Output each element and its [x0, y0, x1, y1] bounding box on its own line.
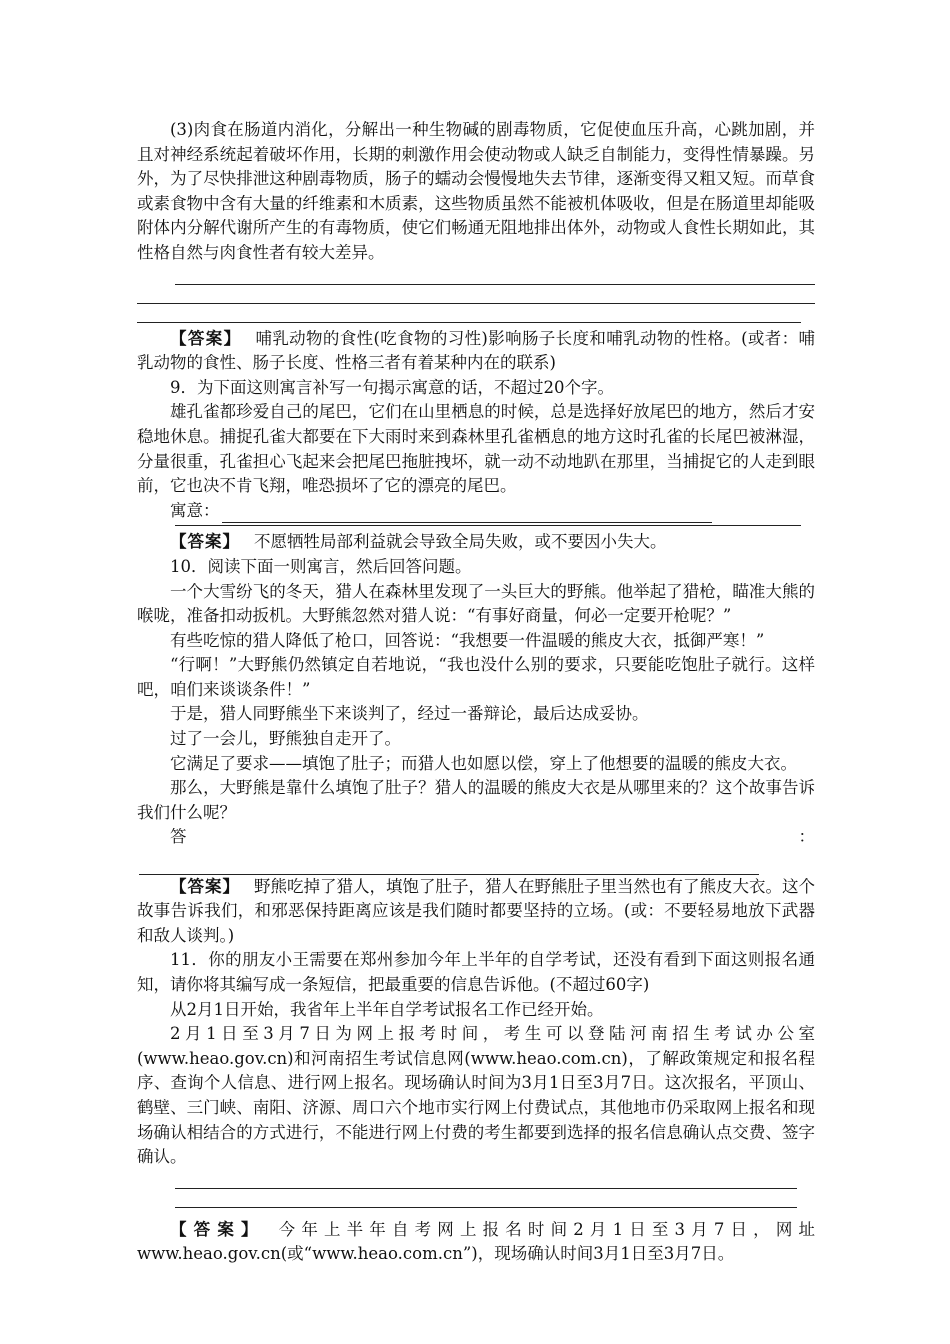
question-11-notice: 2月1日至3月7日为网上报考时间，考生可以登陆河南招生考试办公室(www.heao.gov.cn)和河南招生考试信息网(www.heao.com.cn)，了解政策规定和报名程序、查询个人信息、进行网上报名。现场确认时间为3月1日至3月7日。这次报名，平顶山、鹤壁、三门峡、南阳、济源、周口六个地市实行网上付费试点，其他地市仍采取网上报名和现场确认相结合的方式进行，不能进行网上付费的考生都要到选择的报名信息确认点交费、签字确认。 — [137, 1024, 815, 1167]
answer-line — [175, 1188, 797, 1189]
answer-10 — [137, 875, 815, 949]
answer-label: 【答案】 — [170, 328, 242, 348]
paragraph-section-3: (3)肉食在肠道内消化，分解出一种生物碱的剧毒物质，它促使血压升高，心跳加剧，并且对神经系统起着破坏作用，长期的刺激作用会使动物或人缺乏自制能力，变得性情暴躁。另外，为了尽快排泄这种剧毒物质，肠子的蠕动会慢慢地失去节律，逐渐变得又粗又短。而草食或素食物中含有大量的纤维素和木质素，这些物质虽然不能被机体吸收，但是在肠道里却能吸附体内分解代谢所产生的有毒物质，使它们畅通无阻地排出体外，动物或人食性长期如此，其性格自然与肉食性者有较大差异。 — [137, 120, 815, 262]
answer-line — [137, 303, 815, 304]
question-10-paragraph: 有些吃惊的猎人降低了枪口，回答说：“我想要一件温暖的熊皮大衣，抵御严寒！” — [170, 630, 765, 650]
question-9-story: 雄孔雀都珍爱自己的尾巴，它们在山里栖息的时候，总是选择好放尾巴的地方，然后才安稳地休息。捕捉孔雀大都要在下大雨时来到森林里孔雀栖息的地方这时孔雀的长尾巴被淋湿，分量很重，孔雀担心飞起来会把尾巴拖脏拽坏，就一动不动地趴在那里，当捕捉它的人走到眼前，它也决不肯飞翔，唯恐损坏了它的漂亮的尾巴。 — [137, 402, 815, 496]
answer-11 — [137, 1218, 815, 1267]
answer-field-line[interactable] — [139, 856, 759, 875]
question-10-paragraph: 那么，大野熊是靠什么填饱了肚子？猎人的温暖的熊皮大衣是从哪里来的？这个故事告诉我们什么呢？ — [137, 778, 815, 822]
question-10-paragraph: 它满足了要求——填饱了肚子；而猎人也如愿以偿，穿上了他想要的温暖的熊皮大衣。 — [170, 753, 797, 773]
answer-label: 【答案】 — [170, 532, 240, 552]
answer-text: 今年上半年自考网上报名时间2月1日至3月7日，网址www.heao.gov.cn(或“www.heao.com.cn”)，现场确认时间3月1日至3月7日。 — [137, 1219, 816, 1264]
answer-text: 哺乳动物的食性(吃食物的习性)影响肠子长度和哺乳动物的性格。(或者：哺乳动物的食性、肠子长度、性格三者有着某种内在的联系) — [137, 328, 816, 373]
answer-9 — [137, 530, 815, 555]
question-10-answer-field — [137, 825, 815, 874]
answer-text: 野熊吃掉了猎人，填饱了肚子，猎人在野熊肚子里当然也有了熊皮大衣。这个故事告诉我们，和邪恶保持距离应该是我们随时都要坚持的立场。(或：不要轻易地放下武器和敌人谈判。) — [137, 876, 815, 945]
question-10-prompt: 10．阅读下面一则寓言，然后回答问题。 — [170, 556, 472, 576]
question-9-moral — [137, 499, 815, 524]
answer-line — [175, 1207, 797, 1208]
answer-field-label: 答： — [170, 827, 815, 847]
question-10-paragraph: 一个大雪纷飞的冬天，猎人在森林里发现了一头巨大的野熊。他举起了猎枪，瞄准大熊的喉咙，准备扣动扳机。大野熊忽然对猎人说：“有事好商量，何必一定要开枪呢？” — [137, 581, 815, 626]
answer-line — [175, 284, 815, 285]
answer-line — [137, 322, 801, 323]
question-11-notice: 从2月1日开始，我省年上半年自学考试报名工作已经开始。 — [170, 999, 604, 1019]
question-10-paragraph: 过了一会儿，野熊独自走开了。 — [170, 729, 401, 749]
document-page — [137, 118, 815, 1267]
question-10-paragraph: 于是，猎人同野熊坐下来谈判了，经过一番辩论，最后达成妥协。 — [170, 704, 649, 724]
answer-label: 【答案】 — [170, 876, 240, 896]
answer-line — [175, 525, 801, 526]
moral-answer-line[interactable] — [222, 504, 712, 523]
question-11-prompt: 11．你的朋友小王需要在郑州参加今年上半年的自学考试，还没有看到下面这则报名通知，请你将其编写成一条短信，把最重要的信息告诉他。(不超过60字) — [137, 950, 815, 994]
moral-label: 寓意： — [170, 500, 220, 520]
answer-8 — [137, 327, 815, 376]
answer-label: 【答案】 — [170, 1219, 265, 1239]
answer-text: 不愿牺牲局部利益就会导致全局失败，或不要因小失大。 — [254, 532, 667, 552]
question-9-prompt: 9．为下面这则寓言补写一句揭示寓意的话，不超过20个字。 — [170, 377, 614, 397]
question-10-paragraph: “行啊！”大野熊仍然镇定自若地说，“我也没什么别的要求，只要能吃饱肚子就行。这样吧，咱们来谈谈条件！” — [137, 655, 815, 699]
